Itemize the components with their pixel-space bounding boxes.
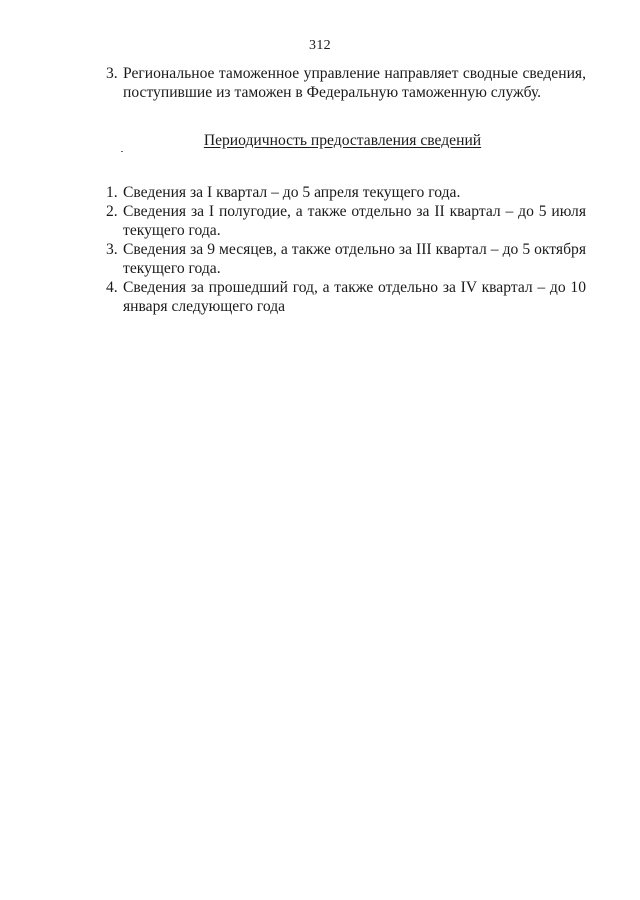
list-item-number: 4. (106, 279, 118, 296)
deadlines-list (106, 183, 586, 316)
list-item (106, 202, 586, 240)
list-item-text: Сведения за 9 месяцев, а также отдельно за III квартал – до 5 октября текущего года. (123, 241, 586, 277)
scan-speck (121, 151, 123, 152)
list-item-text: Сведения за прошедший год, а также отдельно за IV квартал – до 10 января следующего года (123, 279, 586, 315)
list-item-number: 3. (106, 241, 118, 258)
list-item (106, 240, 586, 278)
list-item (106, 278, 586, 316)
list-item-number: 3. (106, 65, 118, 82)
intro-list (106, 64, 586, 102)
list-item-text: Региональное таможенное управление направляет сводные сведения, поступившие из таможен в Федеральную таможенную службу. (123, 65, 586, 101)
list-item (106, 64, 586, 102)
page-number: 312 (309, 38, 331, 53)
list-item-number: 1. (106, 184, 118, 201)
list-item-text: Сведения за I полугодие, а также отдельно за II квартал – до 5 июля текущего года. (123, 203, 586, 239)
list-item-number: 2. (106, 203, 118, 220)
section-heading (0, 131, 640, 150)
section-heading-text: Периодичность предоставления сведений (203, 132, 482, 149)
list-item-text: Сведения за I квартал – до 5 апреля текущего года. (123, 184, 461, 201)
list-item (106, 183, 586, 202)
